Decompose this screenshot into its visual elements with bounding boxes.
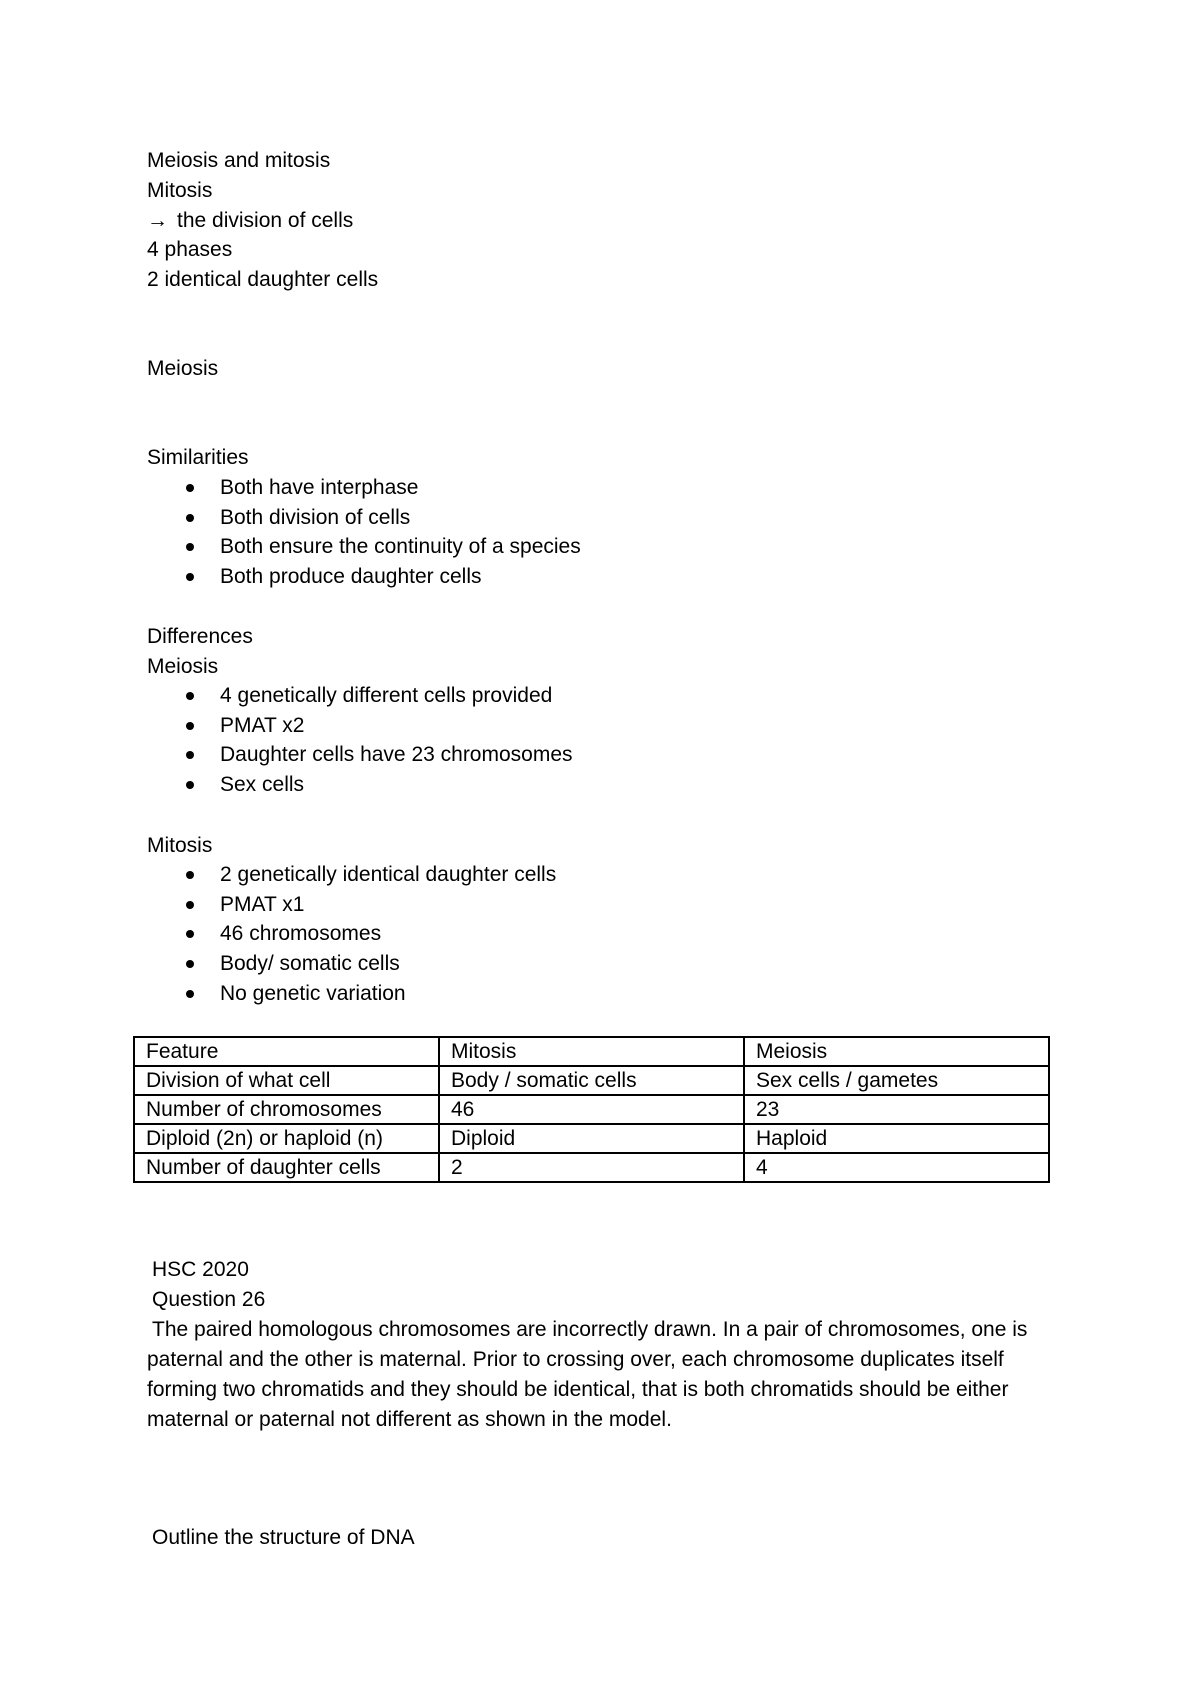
similarities-heading: Similarities [147,446,249,469]
table-cell: 4 [744,1153,1049,1182]
table-row [134,1124,1049,1153]
table-cell: Body / somatic cells [439,1066,744,1095]
table-cell: Number of daughter cells [134,1153,439,1182]
bullet-icon [186,573,194,581]
list-item: No genetic variation [147,982,556,1012]
list-item: Both produce daughter cells [147,565,581,595]
meiosis-heading: Meiosis [147,357,219,380]
bullet-icon [186,990,194,998]
daughter-cells-text: 2 identical daughter cells [147,268,379,291]
bullet-icon [186,930,194,938]
bullet-icon [186,514,194,522]
table-header-row [134,1037,1049,1066]
document-title: Meiosis and mitosis [147,149,331,172]
meiosis-differences-list [147,684,573,803]
bullet-icon [186,871,194,879]
question-answer: The paired homologous chromosomes are incorrectly drawn. In a pair of chromosomes, one is paternal and the other is maternal. Prior to crossing over, each chromosome duplicates itself forming two chromatids and they should be identical, that is both chromatids should be either maternal or paternal not different as shown in the model. [147,1318,1028,1431]
outline-prompt: Outline the structure of DNA [152,1526,415,1549]
table-cell: Diploid [439,1124,744,1153]
table-cell: Sex cells / gametes [744,1066,1049,1095]
right-arrow-icon: → [147,209,168,232]
list-item: Both division of cells [147,506,581,536]
table-header-cell: Mitosis [439,1037,744,1066]
mitosis-definition: the division of cells [177,209,354,232]
bullet-icon [186,484,194,492]
list-item: PMAT x2 [147,714,573,744]
table-row [134,1066,1049,1095]
hsc-year: HSC 2020 [152,1258,249,1281]
list-item: Both have interphase [147,476,581,506]
list-item: 2 genetically identical daughter cells [147,863,556,893]
mitosis-definition-line [147,209,353,233]
list-item: 4 genetically different cells provided [147,684,573,714]
list-item: Body/ somatic cells [147,952,556,982]
table-cell: 46 [439,1095,744,1124]
differences-meiosis-heading: Meiosis [147,655,219,678]
mitosis-differences-list [147,863,556,1011]
table-header-cell: Feature [134,1037,439,1066]
table-cell: 23 [744,1095,1049,1124]
list-item: Daughter cells have 23 chromosomes [147,743,573,773]
list-item: PMAT x1 [147,893,556,923]
list-item: Both ensure the continuity of a species [147,535,581,565]
list-item: Sex cells [147,773,573,803]
bullet-icon [186,692,194,700]
list-item: 46 chromosomes [147,922,556,952]
bullet-icon [186,722,194,730]
bullet-icon [186,901,194,909]
bullet-icon [186,543,194,551]
table-row [134,1095,1049,1124]
question-number: Question 26 [152,1288,266,1311]
table-cell: Division of what cell [134,1066,439,1095]
comparison-table [133,1036,1050,1183]
phases-text: 4 phases [147,238,233,261]
differences-mitosis-heading: Mitosis [147,834,213,857]
table-cell: Diploid (2n) or haploid (n) [134,1124,439,1153]
bullet-icon [186,751,194,759]
differences-heading: Differences [147,625,253,648]
similarities-list [147,476,581,595]
bullet-icon [186,960,194,968]
bullet-icon [186,781,194,789]
table-cell: Number of chromosomes [134,1095,439,1124]
mitosis-heading: Mitosis [147,179,213,202]
table-cell: 2 [439,1153,744,1182]
table-cell: Haploid [744,1124,1049,1153]
table-header-cell: Meiosis [744,1037,1049,1066]
table-row [134,1153,1049,1182]
